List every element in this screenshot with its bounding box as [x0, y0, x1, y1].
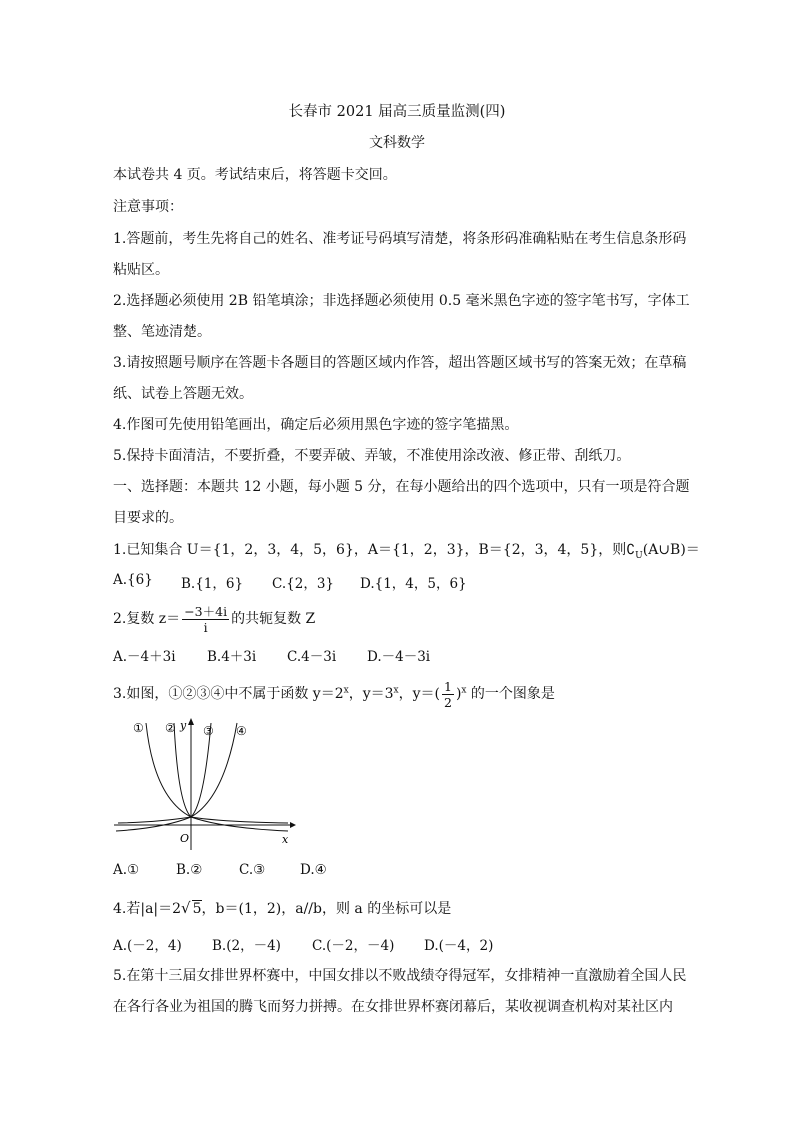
note-line: 粘贴区。 — [113, 262, 169, 278]
fraction: $\frac{-3+4i}{i}$ — [184, 603, 228, 635]
note-line: 纸、试卷上答题无效。 — [113, 386, 253, 402]
note-line: 4.作图可先使用铅笔画出，确定后必须用黑色字迹的签字笔描黑。 — [113, 417, 519, 433]
radical-sign: √ — [181, 899, 191, 917]
curve-1 — [146, 723, 288, 831]
y-axis-label: y — [180, 719, 187, 732]
exam-subtitle: 文科数学 — [369, 135, 425, 151]
curve-4 — [116, 723, 237, 831]
section-heading-cont: 目要求的。 — [113, 510, 183, 526]
q4-option-a[interactable]: A.(－2，4) — [113, 938, 182, 954]
q4-option-b[interactable]: B.(2，－4) — [212, 938, 281, 954]
curve-label-3: ③ — [203, 724, 214, 738]
curve-3 — [118, 723, 211, 823]
fraction: $\frac{1}{2}$ — [443, 678, 452, 710]
question-3-stem: 3.如图，①②③④中不属于函数 $y=2^x$，$y=3^x$，y＝( $\frac{1}{2}$ )$^x$ 的一个图象是 — [113, 678, 555, 710]
q1-option-d[interactable]: D.{1，4，5，6} — [360, 576, 467, 592]
q1-option-a[interactable]: A.{6} — [113, 572, 153, 588]
note-line: 1.答题前，考生先将自己的姓名、准考证号码填写清楚，将条形码准确粘贴在考生信息条形码 — [113, 231, 687, 247]
x-axis-arrow — [290, 822, 296, 828]
q3-option-d[interactable]: D.④ — [300, 862, 327, 878]
note-line: 3.请按照题号顺序在答题卡各题目的答题区域内作答，超出答题区域书写的答案无效；在草稿 — [113, 355, 687, 371]
x-axis-label: x — [282, 833, 289, 846]
exponential-graph-figure — [112, 716, 296, 850]
curve-label-4: ④ — [236, 724, 247, 738]
question-5-stem-cont: 在各行各业为祖国的腾飞而努力拼搏。在女排世界杯赛闭幕后，某收视调查机构对某社区内 — [113, 999, 673, 1015]
q2-option-a[interactable]: A.－4＋3i — [113, 649, 176, 665]
q2-option-c[interactable]: C.4－3i — [287, 649, 337, 665]
question-5-stem: 5.在第十三届女排世界杯赛中，中国女排以不败战绩夺得冠军，女排精神一直激励着全国人民 — [113, 968, 687, 984]
page-count-text: 本试卷共 4 页。考试结束后，将答题卡交回。 — [113, 167, 397, 183]
q1-option-c[interactable]: C.{2，3} — [272, 576, 334, 592]
q2-option-d[interactable]: D.－4－3i — [367, 649, 431, 665]
note-line: 2.选择题必须使用 2B 铅笔填涂；非选择题必须使用 0.5 毫米黑色字迹的签字笔书写，字体工 — [113, 293, 690, 309]
note-line: 5.保持卡面清洁，不要折叠，不要弄破、弄皱，不准使用涂改液、修正带、刮纸刀。 — [113, 448, 631, 464]
question-2-stem: 2.复数 z＝ $\frac{-3+4i}{i}$ 的共轭复数 Z — [113, 603, 316, 635]
q2-option-b[interactable]: B.4＋3i — [207, 649, 257, 665]
section-heading: 一、选择题：本题共 12 小题，每小题 5 分，在每小题给出的四个选项中，只有一项是符合题 — [113, 479, 690, 495]
q4-option-c[interactable]: C.(－2，－4) — [312, 938, 395, 954]
curve-label-2: ② — [165, 721, 176, 735]
exam-title: 长春市 2021 届高三质量监测(四) — [288, 104, 506, 120]
q3-option-a[interactable]: A.① — [113, 862, 140, 878]
curve-label-1: ① — [133, 721, 144, 735]
notice-heading: 注意事项： — [113, 199, 183, 215]
q4-option-d[interactable]: D.(－4，2) — [424, 938, 494, 954]
question-4-stem: 4.若|a|＝2√ 5，b＝(1，2)，a//b，则 a 的坐标可以是 — [113, 899, 452, 917]
q3-option-b[interactable]: B.② — [176, 862, 203, 878]
q3-option-c[interactable]: C.③ — [239, 862, 266, 878]
note-line: 整、笔迹清楚。 — [113, 324, 211, 340]
origin-label: O — [180, 832, 190, 845]
question-1-stem: 1.已知集合 U＝{1，2，3，4，5，6}，A＝{1，2，3}，B＝{2，3，4，5}，则$∁_U(A\cup B)=$ — [113, 542, 700, 561]
y-axis-arrow — [188, 718, 194, 725]
q1-option-b[interactable]: B.{1，6} — [181, 576, 244, 592]
